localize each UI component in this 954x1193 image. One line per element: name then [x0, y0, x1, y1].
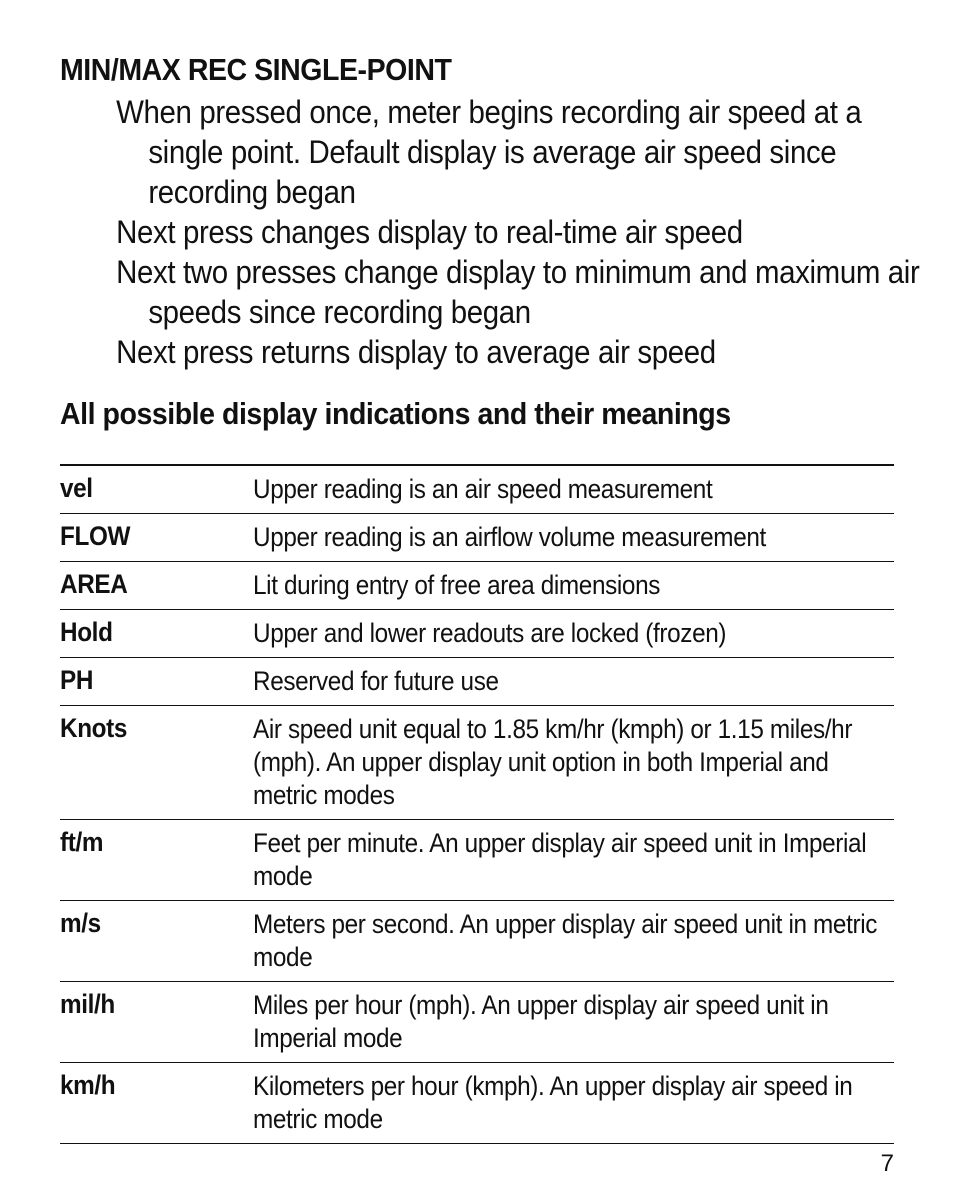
indication-meaning: Miles per hour (mph). An upper display air speed unit in Imperial mode: [253, 990, 829, 1053]
table-title: All possible display indications and their meanings: [60, 396, 731, 431]
table-row: [60, 658, 894, 706]
instruction-line: Next two presses change display to minimum and maximum air speeds since recording began: [116, 254, 920, 330]
indication-meaning: Kilometers per hour (kmph). An upper display air speed in metric mode: [253, 1071, 853, 1134]
table-row: [60, 901, 894, 982]
indication-meaning: Lit during entry of free area dimensions: [253, 570, 661, 600]
table-row: [60, 1063, 894, 1144]
table-row: [60, 466, 894, 514]
page-number: 7: [880, 1150, 894, 1177]
instruction-list: [60, 92, 920, 372]
indication-term: Knots: [60, 713, 128, 743]
indication-term: vel: [60, 473, 93, 503]
table-row: [60, 706, 894, 820]
indication-term: FLOW: [60, 521, 131, 551]
indication-meaning: Feet per minute. An upper display air speed unit in Imperial mode: [253, 828, 867, 891]
indication-meaning: Upper and lower readouts are locked (frozen): [253, 618, 727, 648]
instruction-line: When pressed once, meter begins recording air speed at a single point. Default display is average air speed since recording began: [116, 94, 862, 210]
table-row: [60, 982, 894, 1063]
indication-meaning: Air speed unit equal to 1.85 km/hr (kmph) or 1.15 miles/hr (mph). An upper display unit option in both Imperial and metric modes: [253, 714, 853, 810]
instruction-line: Next press returns display to average air speed: [116, 334, 716, 370]
indication-meaning: Meters per second. An upper display air speed unit in metric mode: [253, 909, 878, 972]
indication-meaning: Upper reading is an air speed measurement: [253, 474, 713, 504]
section-title: MIN/MAX REC SINGLE-POINT: [60, 52, 452, 87]
indication-meaning: Upper reading is an airflow volume measurement: [253, 522, 766, 552]
instruction-line: Next press changes display to real-time air speed: [116, 214, 743, 250]
table-row: [60, 514, 894, 562]
table-row: [60, 610, 894, 658]
indication-term: mil/h: [60, 989, 115, 1019]
indication-term: m/s: [60, 908, 101, 938]
indication-meaning: Reserved for future use: [253, 666, 499, 696]
indication-term: ft/m: [60, 827, 104, 857]
table-row: [60, 562, 894, 610]
indication-term: Hold: [60, 617, 113, 647]
indication-term: km/h: [60, 1070, 116, 1100]
indication-term: PH: [60, 665, 94, 695]
indications-table: [60, 464, 894, 1144]
table-row: [60, 820, 894, 901]
indication-term: AREA: [60, 569, 128, 599]
